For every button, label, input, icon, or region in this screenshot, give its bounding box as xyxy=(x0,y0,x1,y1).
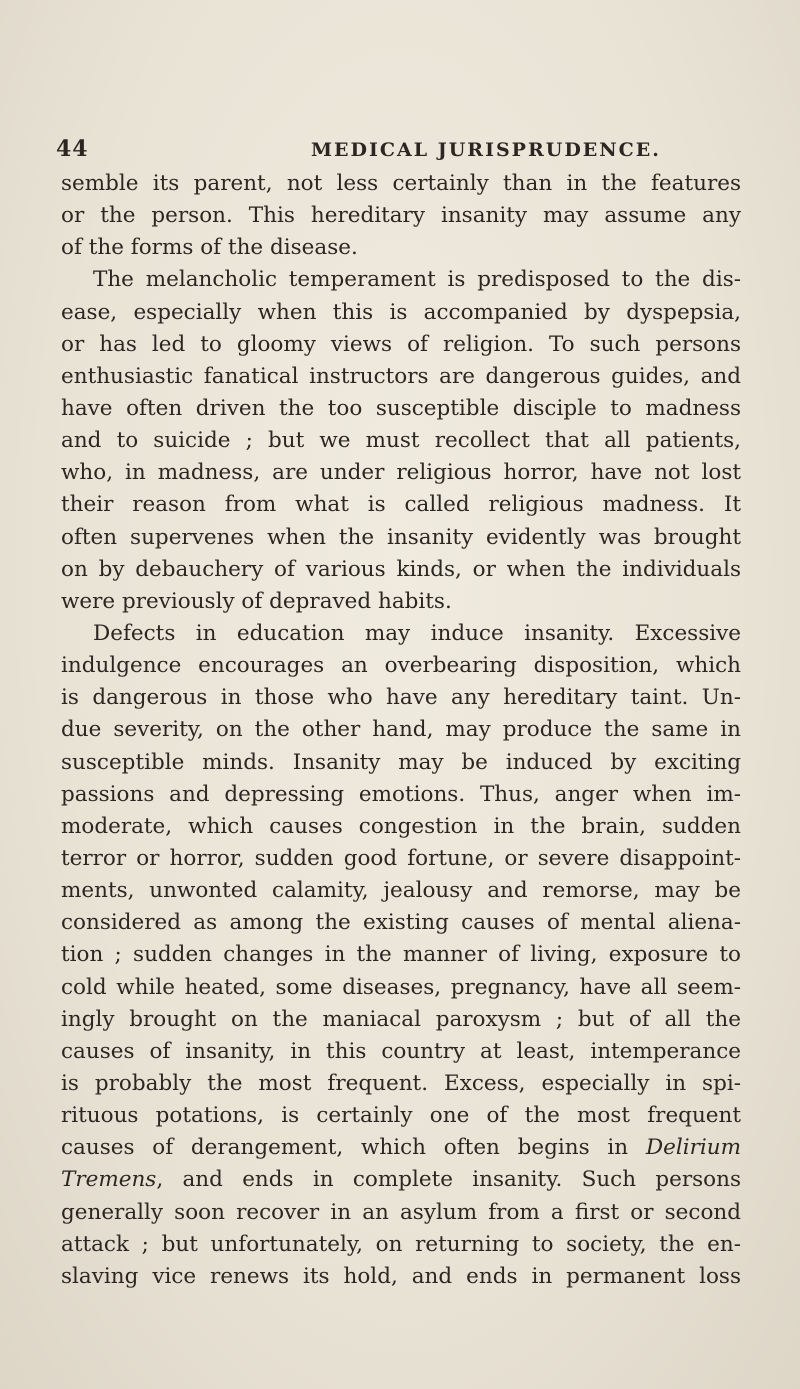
text-line: terror or horror, sudden good fortune, or severe disappoint- xyxy=(61,845,741,871)
text-line: have often driven the too susceptible disciple to madness xyxy=(61,395,741,421)
running-title: MEDICAL JURISPRUDENCE. xyxy=(311,139,661,161)
text-line: moderate, which causes congestion in the brain, sudden xyxy=(61,813,741,839)
text-line: considered as among the existing causes of mental aliena- xyxy=(61,910,741,936)
text-line: ease, especially when this is accompanied by dyspepsia, xyxy=(61,299,741,325)
text-line: ingly brought on the maniacal paroxysm ; but of all the xyxy=(61,1006,741,1032)
text-line: attack ; but unfortunately, on returning to society, the en- xyxy=(61,1231,741,1257)
text-line: rituous potations, is certainly one of the most frequent xyxy=(61,1103,741,1129)
text-line: often supervenes when the insanity evidently was brought xyxy=(61,524,741,550)
text-line: susceptible minds. Insanity may be induced by exciting xyxy=(61,749,741,775)
text-line: cold while heated, some diseases, pregnancy, have all seem- xyxy=(61,974,741,1000)
text-line: tion ; sudden changes in the manner of living, exposure to xyxy=(61,942,741,968)
text-line: or the person. This hereditary insanity may assume any xyxy=(61,203,741,229)
text-line: Defects in education may induce insanity. Excessive xyxy=(93,620,741,646)
text-line: of the forms of the disease. xyxy=(61,235,358,261)
text-line: semble its parent, not less certainly than in the features xyxy=(61,171,741,196)
text-line: enthusiastic fanatical instructors are dangerous guides, and xyxy=(61,363,741,389)
text-line: causes of insanity, in this country at least, intemperance xyxy=(61,1038,741,1064)
text-line: their reason from what is called religious madness. It xyxy=(61,492,741,518)
text-line: The melancholic temperament is predisposed to the dis- xyxy=(93,267,741,293)
text-line: on by debauchery of various kinds, or when the individuals xyxy=(61,556,741,582)
text-line: is probably the most frequent. Excess, especially in spi- xyxy=(61,1070,741,1096)
text-line: causes of derangement, which often begins in Delirium xyxy=(61,1135,741,1161)
text-line: Tremens, and ends in complete insanity. Such persons xyxy=(61,1167,741,1193)
text-line: who, in madness, are under religious horror, have not lost xyxy=(61,460,741,486)
body-text xyxy=(61,168,741,1293)
text-line: or has led to gloomy views of religion. To such persons xyxy=(61,331,741,357)
text-line: is dangerous in those who have any hereditary taint. Un- xyxy=(61,685,741,711)
text-line: due severity, on the other hand, may produce the same in xyxy=(61,717,741,743)
text-line: indulgence encourages an overbearing disposition, which xyxy=(61,653,741,679)
text-line: generally soon recover in an asylum from a first or second xyxy=(61,1199,741,1225)
text-line: were previously of depraved habits. xyxy=(61,588,452,614)
page-number: 44 xyxy=(56,136,89,162)
text-line: passions and depressing emotions. Thus, anger when im- xyxy=(61,781,741,807)
text-line: ments, unwonted calamity, jealousy and remorse, may be xyxy=(61,878,741,904)
text-line: and to suicide ; but we must recollect that all patients, xyxy=(61,428,741,454)
text-line: slaving vice renews its hold, and ends in permanent loss xyxy=(61,1263,741,1289)
